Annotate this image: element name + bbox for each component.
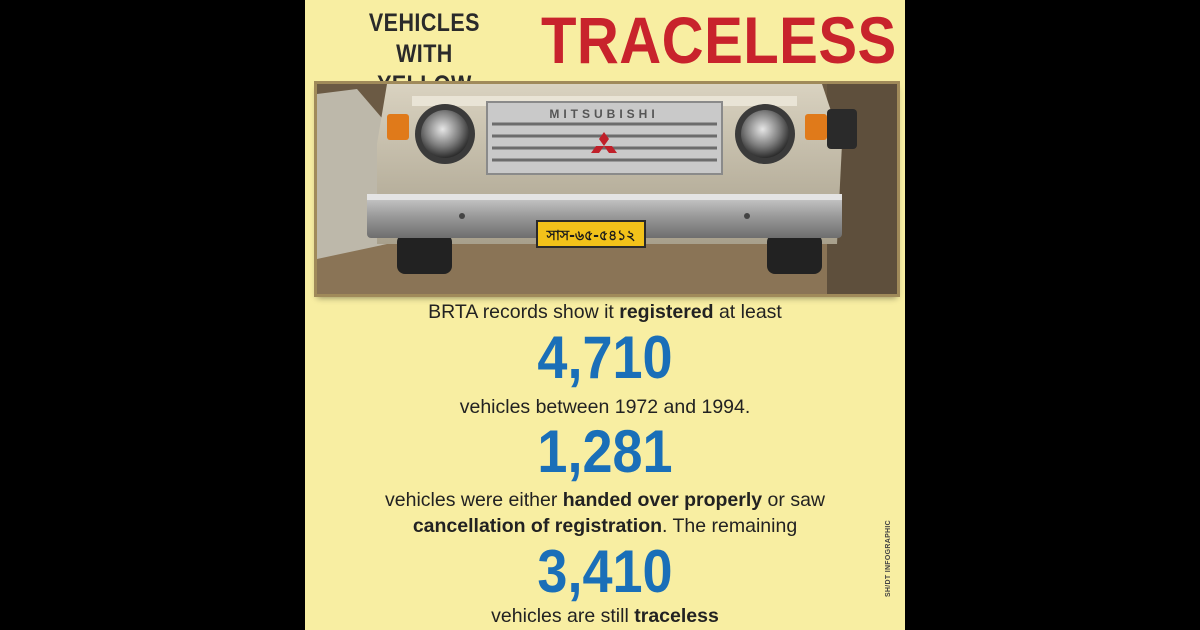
header xyxy=(305,0,905,86)
p3-text: vehicles were either xyxy=(385,489,563,511)
stat-handed-over: 1,281 xyxy=(537,418,673,485)
p3-text-mid: or saw xyxy=(762,489,825,511)
paragraph-1 xyxy=(305,299,905,325)
paragraph-3 xyxy=(305,487,905,539)
vehicle-photo xyxy=(317,84,897,294)
infographic-poster xyxy=(305,0,905,630)
vehicle-illustration xyxy=(317,84,897,294)
paragraph-2: vehicles between 1972 and 1994. xyxy=(459,396,751,418)
infographic-credit: SH/DT INFOGRAPHIC xyxy=(885,520,892,598)
p4-text: vehicles are still xyxy=(491,605,635,627)
p1-bold: registered xyxy=(619,301,714,323)
grille-brand-text: MITSUBISHI xyxy=(549,107,659,121)
p3-text-end: . The remaining xyxy=(662,515,798,537)
p3-bold-2: cancellation of registration xyxy=(412,515,663,537)
subtitle-line1: VEHICLES WITH xyxy=(368,9,480,68)
plate-text: সাস-৬৫-৫৪১২ xyxy=(546,228,636,244)
p4-bold: traceless xyxy=(634,605,719,627)
stat-registered: 4,710 xyxy=(537,324,673,391)
p1-text-end: at least xyxy=(713,301,782,323)
p1-text: BRTA records show it xyxy=(428,301,620,323)
p3-bold-1: handed over properly xyxy=(562,489,763,511)
main-title: TRACELESS xyxy=(541,3,897,77)
stat-traceless: 3,410 xyxy=(537,538,673,605)
paragraph-4 xyxy=(305,603,905,629)
